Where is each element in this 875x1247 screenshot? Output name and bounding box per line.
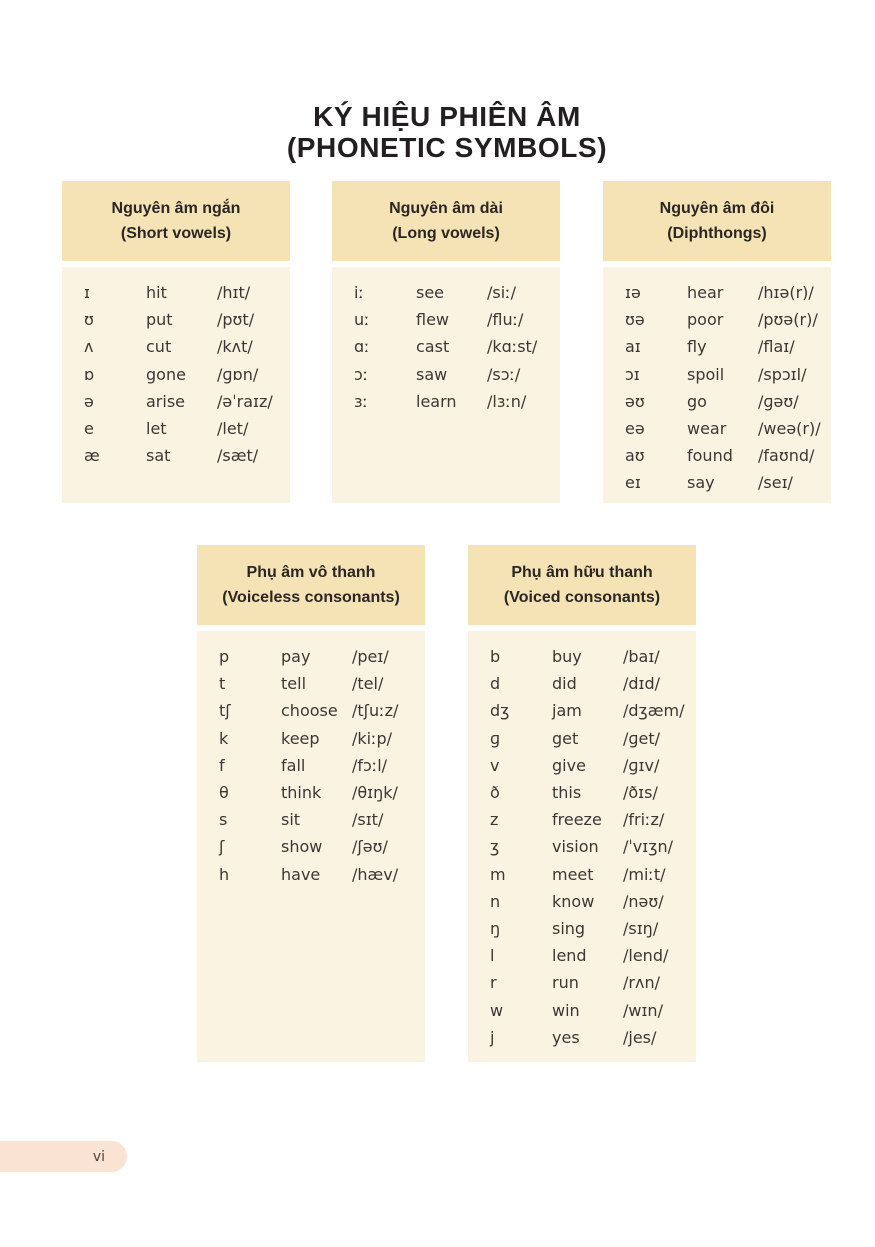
table-title-en: (Voiced consonants) <box>503 589 661 606</box>
ipa-cell: /peɪ/ <box>352 647 389 667</box>
phonetic-row <box>625 333 831 360</box>
symbol-cell: aɪ <box>625 337 641 357</box>
word-cell: get <box>552 728 579 748</box>
ipa-cell: /wɪn/ <box>623 1000 663 1020</box>
ipa-cell: /dɪd/ <box>623 674 661 694</box>
symbol-cell: n <box>490 891 501 911</box>
phonetic-row <box>354 361 560 388</box>
table-header <box>468 545 696 625</box>
phonetic-row <box>490 670 696 697</box>
table-body <box>332 267 560 503</box>
symbol-cell: ɑː <box>354 337 370 357</box>
table-short-vowels <box>62 181 290 503</box>
word-cell: think <box>281 783 322 803</box>
symbol-cell: æ <box>84 446 100 466</box>
symbol-cell: s <box>219 810 228 830</box>
phonetic-row <box>490 861 696 888</box>
ipa-cell: /tel/ <box>352 674 384 694</box>
ipa-cell: /kʌt/ <box>217 337 253 357</box>
phonetic-row <box>354 333 560 360</box>
word-cell: say <box>687 473 715 493</box>
word-cell: cut <box>146 337 172 357</box>
symbol-cell: k <box>219 728 229 748</box>
word-cell: jam <box>552 701 582 721</box>
phonetic-row <box>490 752 696 779</box>
phonetic-row <box>490 942 696 969</box>
table-title-vi: Nguyên âm đôi <box>659 200 775 217</box>
symbol-cell: tʃ <box>219 701 231 721</box>
symbol-cell: ɪə <box>625 283 641 303</box>
word-cell: cast <box>416 337 450 357</box>
ipa-cell: /baɪ/ <box>623 647 660 667</box>
word-cell: yes <box>552 1027 580 1047</box>
ipa-cell: /ɡet/ <box>623 728 661 748</box>
ipa-cell: /ðɪs/ <box>623 783 658 803</box>
word-cell: pay <box>281 647 311 667</box>
ipa-cell: /ɡɪv/ <box>623 755 660 775</box>
ipa-cell: /əˈraɪz/ <box>217 391 273 411</box>
symbol-cell: əʊ <box>625 391 645 411</box>
phonetic-row <box>84 388 290 415</box>
phonetic-row <box>490 643 696 670</box>
word-cell: know <box>552 891 595 911</box>
table-body <box>62 267 290 503</box>
table-title-en: (Short vowels) <box>120 225 232 242</box>
word-cell: go <box>687 391 707 411</box>
phonetic-row <box>219 670 425 697</box>
phonetic-row <box>490 996 696 1023</box>
word-cell: this <box>552 783 582 803</box>
phonetic-row <box>490 915 696 942</box>
ipa-cell: /lɜːn/ <box>487 391 527 411</box>
ipa-cell: /jes/ <box>623 1027 657 1047</box>
table-title-en: (Voiceless consonants) <box>222 589 400 606</box>
word-cell: vision <box>552 837 599 857</box>
symbol-cell: z <box>490 810 499 830</box>
word-cell: choose <box>281 701 338 721</box>
phonetic-row <box>84 279 290 306</box>
symbol-cell: ŋ <box>490 918 501 938</box>
phonetic-row <box>219 752 425 779</box>
table-diphthongs <box>603 181 831 503</box>
ipa-cell: /hɪə(r)/ <box>758 283 814 303</box>
table-header <box>197 545 425 625</box>
ipa-cell: /ʃəʊ/ <box>352 837 388 857</box>
word-cell: keep <box>281 728 320 748</box>
ipa-cell: /tʃuːz/ <box>352 701 399 721</box>
phonetic-row <box>625 388 831 415</box>
ipa-cell: /miːt/ <box>623 864 666 884</box>
word-cell: saw <box>416 364 448 384</box>
symbol-cell: t <box>219 674 226 694</box>
word-cell: tell <box>281 674 307 694</box>
word-cell: learn <box>416 391 457 411</box>
symbol-cell: w <box>490 1000 504 1020</box>
word-cell: fly <box>687 337 707 357</box>
ipa-cell: /hɪt/ <box>217 283 251 303</box>
table-body <box>197 631 425 1062</box>
word-cell: give <box>552 755 586 775</box>
ipa-cell: /kiːp/ <box>352 728 393 748</box>
ipa-cell: /weə(r)/ <box>758 419 821 439</box>
table-header <box>62 181 290 261</box>
symbol-cell: ð <box>490 783 500 803</box>
phonetic-row <box>490 969 696 996</box>
word-cell: sat <box>146 446 171 466</box>
page-title <box>62 101 832 163</box>
ipa-cell: /faʊnd/ <box>758 446 815 466</box>
ipa-cell: /ɡɒn/ <box>217 364 259 384</box>
ipa-cell: /rʌn/ <box>623 973 660 993</box>
phonetic-row <box>84 415 290 442</box>
phonetic-row <box>84 361 290 388</box>
ipa-cell: /sæt/ <box>217 446 259 466</box>
word-cell: flew <box>416 310 450 330</box>
word-cell: hit <box>146 283 167 303</box>
phonetic-row <box>219 725 425 752</box>
phonetic-row <box>490 806 696 833</box>
symbol-cell: ʒ <box>490 837 500 857</box>
ipa-cell: /pʊə(r)/ <box>758 310 818 330</box>
symbol-cell: ɔɪ <box>625 364 640 384</box>
word-cell: sing <box>552 918 586 938</box>
word-cell: fall <box>281 755 306 775</box>
ipa-cell: /siː/ <box>487 283 516 303</box>
symbol-cell: j <box>490 1027 495 1047</box>
symbol-cell: ɒ <box>84 364 95 384</box>
phonetic-row <box>625 279 831 306</box>
table-title-vi: Phụ âm hữu thanh <box>511 564 653 581</box>
table-title-en: (Long vowels) <box>392 225 500 242</box>
symbol-cell: l <box>490 946 495 966</box>
word-cell: run <box>552 973 579 993</box>
page-title-line2: (PHONETIC SYMBOLS) <box>286 131 608 163</box>
symbol-cell: m <box>490 864 506 884</box>
symbol-cell: ʌ <box>84 337 94 357</box>
word-cell: put <box>146 310 173 330</box>
symbol-cell: ɪ <box>84 283 90 303</box>
ipa-cell: /ɡəʊ/ <box>758 391 799 411</box>
phonetic-row <box>84 442 290 469</box>
ipa-cell: /hæv/ <box>352 864 399 884</box>
word-cell: did <box>552 674 577 694</box>
ipa-cell: /fluː/ <box>487 310 524 330</box>
table-title-vi: Nguyên âm ngắn <box>111 200 241 217</box>
table-long-vowels <box>332 181 560 503</box>
table-title-vi: Phụ âm vô thanh <box>246 564 376 581</box>
ipa-cell: /pʊt/ <box>217 310 255 330</box>
phonetic-row <box>219 861 425 888</box>
symbol-cell: ʃ <box>219 837 225 857</box>
ipa-cell: /flaɪ/ <box>758 337 795 357</box>
word-cell: lend <box>552 946 587 966</box>
phonetic-row <box>625 415 831 442</box>
symbol-cell: r <box>490 973 497 993</box>
symbol-cell: aʊ <box>625 446 645 466</box>
word-cell: spoil <box>687 364 725 384</box>
symbol-cell: h <box>219 864 230 884</box>
ipa-cell: /friːz/ <box>623 810 665 830</box>
word-cell: win <box>552 1000 580 1020</box>
phonetic-row <box>625 306 831 333</box>
word-cell: show <box>281 837 323 857</box>
word-cell: found <box>687 446 733 466</box>
page-title-line1: KÝ HIỆU PHIÊN ÂM <box>313 100 581 132</box>
symbol-cell: ɔː <box>354 364 369 384</box>
ipa-cell: /spɔɪl/ <box>758 364 807 384</box>
symbol-cell: f <box>219 755 225 775</box>
symbol-cell: uː <box>354 310 370 330</box>
symbol-cell: eə <box>625 419 645 439</box>
table-body <box>468 631 696 1062</box>
symbol-cell: ɜː <box>354 391 368 411</box>
symbol-cell: dʒ <box>490 701 510 721</box>
table-body <box>603 267 831 503</box>
phonetic-row <box>490 1024 696 1051</box>
word-cell: let <box>146 419 167 439</box>
table-voiceless-consonants <box>197 545 425 1062</box>
word-cell: buy <box>552 647 582 667</box>
symbol-cell: d <box>490 674 501 694</box>
ipa-cell: /θɪŋk/ <box>352 783 398 803</box>
phonetic-row <box>354 279 560 306</box>
phonetic-row <box>219 779 425 806</box>
word-cell: hear <box>687 283 724 303</box>
phonetic-row <box>219 643 425 670</box>
phonetic-row <box>219 806 425 833</box>
phonetic-row <box>625 361 831 388</box>
ipa-cell: /sɔː/ <box>487 364 521 384</box>
word-cell: wear <box>687 419 727 439</box>
phonetic-row <box>490 833 696 860</box>
table-header <box>603 181 831 261</box>
ipa-cell: /kɑːst/ <box>487 337 538 357</box>
word-cell: poor <box>687 310 724 330</box>
symbol-cell: p <box>219 647 230 667</box>
ipa-cell: /fɔːl/ <box>352 755 388 775</box>
symbol-cell: eɪ <box>625 473 641 493</box>
symbol-cell: ʊ <box>84 310 94 330</box>
phonetic-row <box>354 306 560 333</box>
phonetic-row <box>490 888 696 915</box>
phonetic-row <box>84 333 290 360</box>
ipa-cell: /dʒæm/ <box>623 701 685 721</box>
symbol-cell: iː <box>354 283 364 303</box>
phonetic-row <box>490 779 696 806</box>
symbol-cell: b <box>490 647 501 667</box>
word-cell: see <box>416 283 445 303</box>
phonetic-row <box>625 442 831 469</box>
page-number: vi <box>92 1148 105 1165</box>
phonetic-row <box>84 306 290 333</box>
word-cell: freeze <box>552 810 602 830</box>
phonetic-row <box>625 469 831 496</box>
ipa-cell: /seɪ/ <box>758 473 793 493</box>
ipa-cell: /sɪŋ/ <box>623 918 659 938</box>
ipa-cell: /nəʊ/ <box>623 891 664 911</box>
ipa-cell: /sɪt/ <box>352 810 384 830</box>
table-title-en: (Diphthongs) <box>667 225 767 242</box>
table-voiced-consonants <box>468 545 696 1062</box>
symbol-cell: v <box>490 755 500 775</box>
table-header <box>332 181 560 261</box>
ipa-cell: /let/ <box>217 419 249 439</box>
symbol-cell: ʊə <box>625 310 645 330</box>
symbol-cell: θ <box>219 783 229 803</box>
ipa-cell: /lend/ <box>623 946 669 966</box>
phonetic-row <box>490 697 696 724</box>
ipa-cell: /ˈvɪʒn/ <box>623 837 673 857</box>
word-cell: gone <box>146 364 186 384</box>
phonetic-row <box>354 388 560 415</box>
word-cell: sit <box>281 810 301 830</box>
word-cell: arise <box>146 391 186 411</box>
table-title-vi: Nguyên âm dài <box>389 200 503 217</box>
phonetic-row <box>490 725 696 752</box>
phonetic-row <box>219 697 425 724</box>
symbol-cell: e <box>84 419 94 439</box>
word-cell: have <box>281 864 321 884</box>
symbol-cell: ə <box>84 391 94 411</box>
page-number-pill <box>0 1141 127 1172</box>
symbol-cell: ɡ <box>490 728 501 748</box>
phonetic-row <box>219 833 425 860</box>
word-cell: meet <box>552 864 594 884</box>
